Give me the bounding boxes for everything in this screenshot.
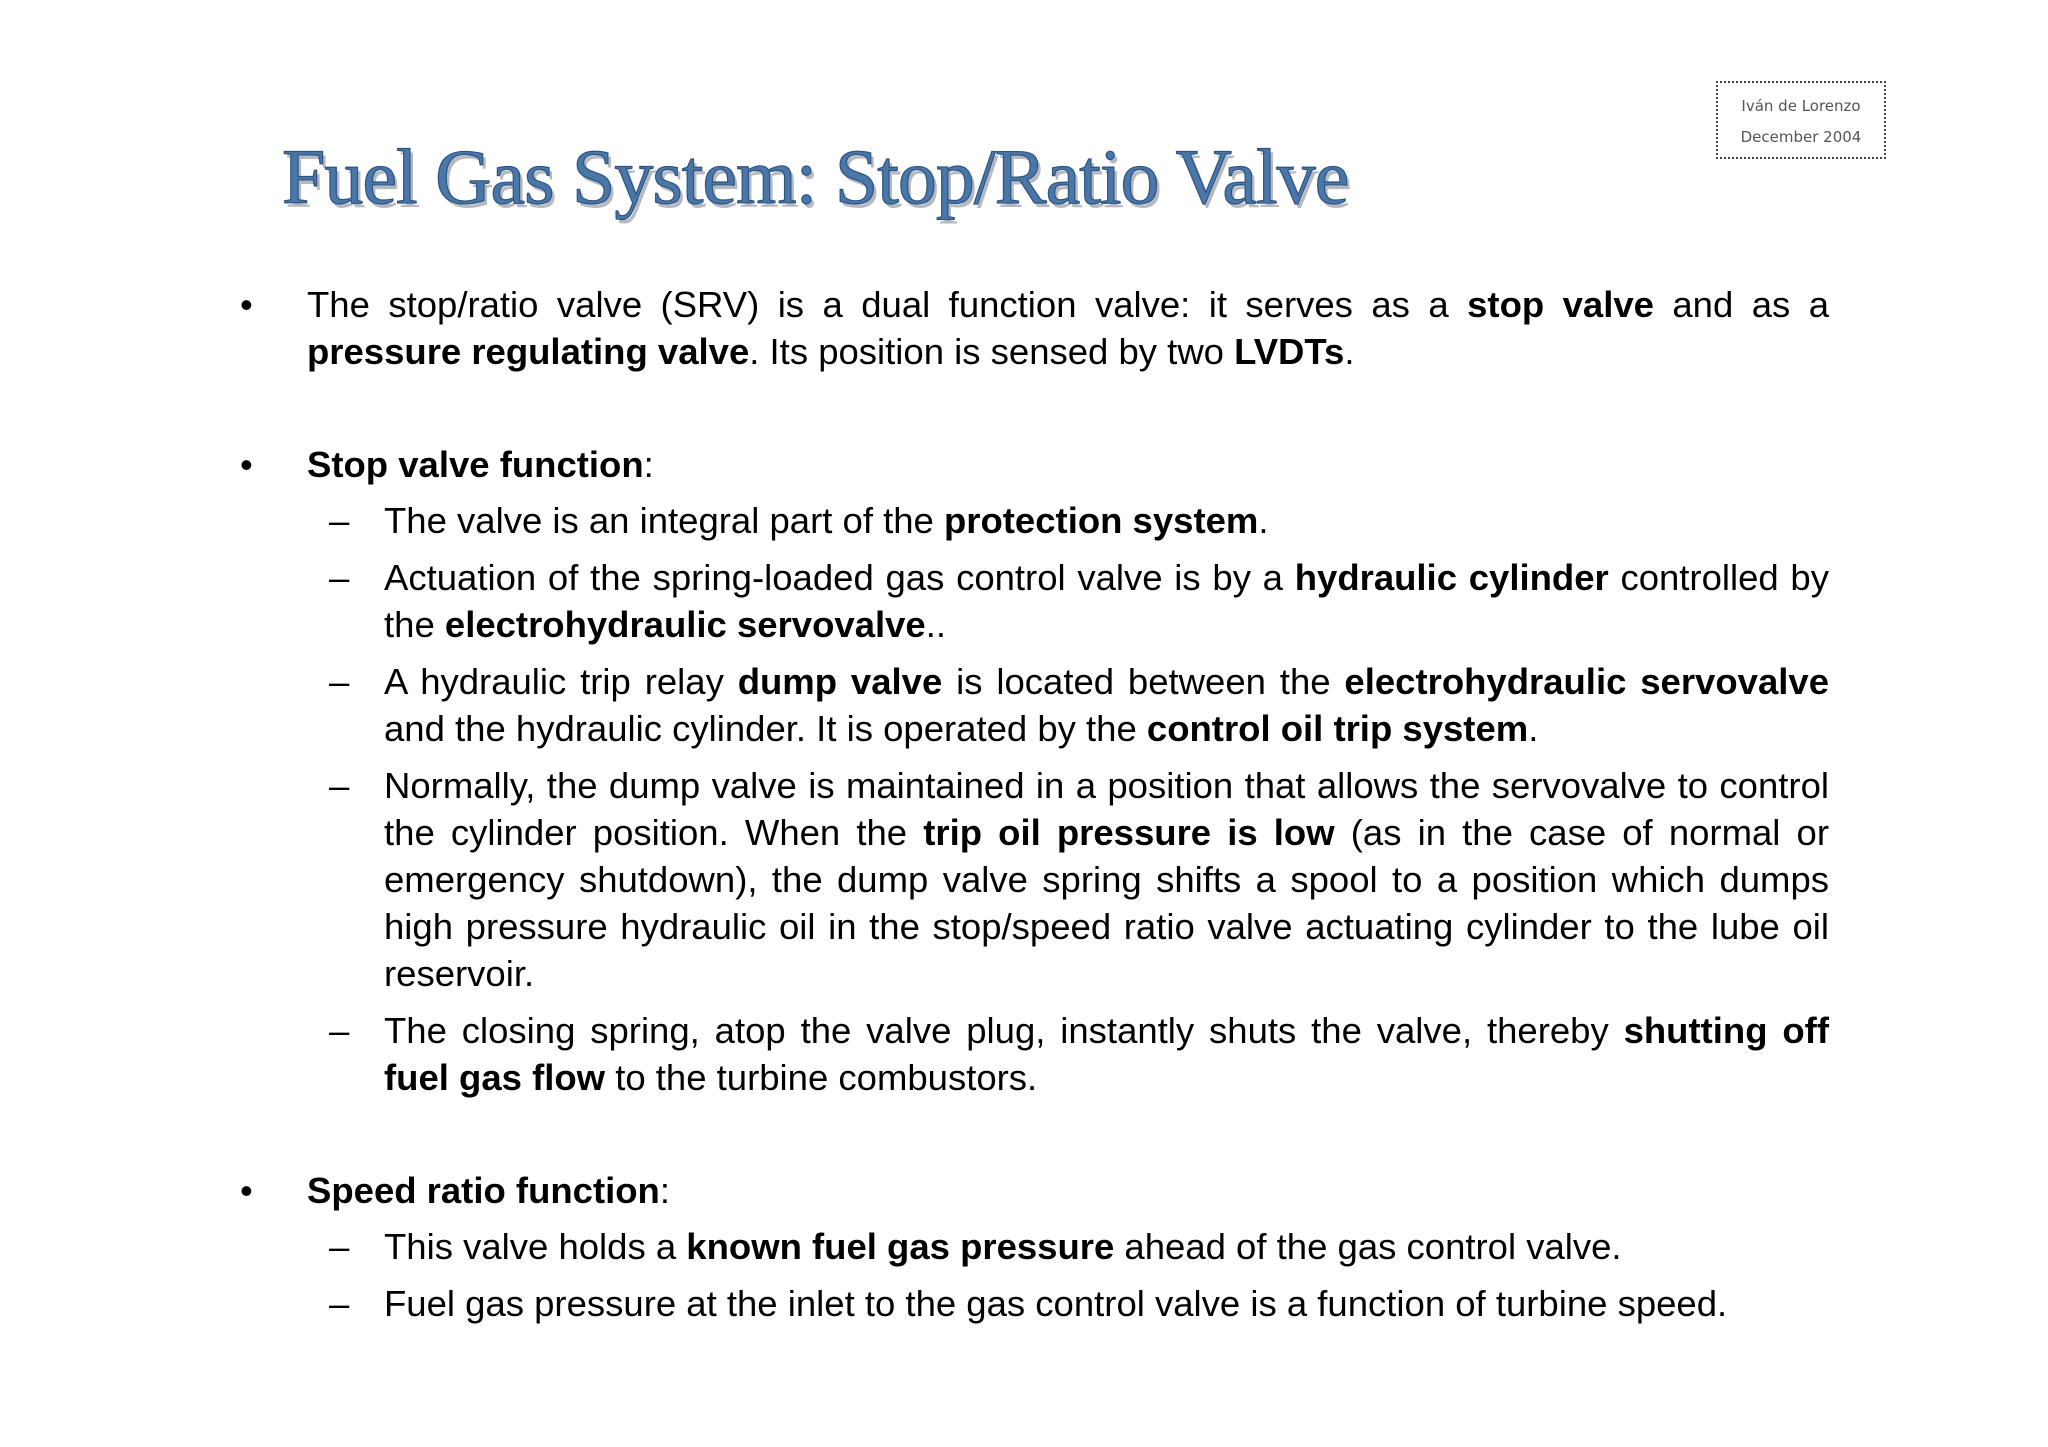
bold-text: Stop valve function [307, 444, 644, 485]
bold-text: dump valve [737, 661, 943, 702]
text-span: to the turbine combustors. [605, 1057, 1038, 1098]
bullet-item [240, 281, 1829, 375]
text-span: . [1344, 331, 1355, 372]
text-span: The stop/ratio valve (SRV) is a dual function valve: it serves as a [307, 284, 1468, 325]
text-span: : [643, 444, 654, 485]
text-span: (as in the case of normal or emergency shutdown), the dump valve spring shifts a spool to a position which dumps high pressure hydraulic oil in the stop/speed ratio valve actuating cylinder to the lube oil reservoir. [384, 812, 1829, 994]
author-stamp [1716, 81, 1886, 159]
text-span: and as a [1653, 284, 1830, 325]
text-span: controlled by the [384, 557, 1829, 645]
text-span: ahead of the gas control valve. [1114, 1226, 1622, 1267]
bold-text: electrohydraulic servovalve [444, 604, 926, 645]
sub-item [240, 554, 1829, 648]
sub-item [240, 1280, 1829, 1327]
text-span: . Its position is sensed by two [749, 331, 1235, 372]
text-span: . [1258, 500, 1269, 541]
bullet-item [240, 441, 1829, 1101]
bold-text: pressure regulating valve [307, 331, 750, 372]
dash-marker: – [329, 1283, 350, 1324]
bold-text: control oil trip system [1146, 708, 1529, 749]
dash-marker: – [329, 557, 350, 598]
bold-text: stop valve [1467, 284, 1654, 325]
text-span: The closing spring, atop the valve plug, instantly shuts the valve, thereby [384, 1010, 1624, 1051]
stamp-author: Iván de Lorenzo [1741, 97, 1861, 115]
text-span: This valve holds a [384, 1226, 687, 1267]
text-span: Fuel gas pressure at the inlet to the gas control valve is a function of turbine speed. [384, 1283, 1728, 1324]
slide-body [240, 281, 1829, 1327]
text-span: .. [925, 604, 947, 645]
text-span: : [659, 1170, 671, 1211]
bullet-text [307, 1167, 1829, 1214]
text-span: A hydraulic trip relay [384, 661, 738, 702]
bold-text: hydraulic cylinder [1294, 557, 1609, 598]
sub-item [240, 762, 1829, 997]
text-span: and the hydraulic cylinder. It is operated by the [384, 708, 1147, 749]
dash-marker: – [329, 1226, 350, 1267]
sub-item [240, 1007, 1829, 1101]
text-span: . [1528, 708, 1539, 749]
dash-marker: – [329, 765, 350, 806]
sub-item [240, 658, 1829, 752]
stamp-date: December 2004 [1740, 128, 1862, 146]
bold-text: electrohydraulic servovalve [1344, 661, 1829, 702]
bullet-text [307, 281, 1829, 375]
bullet-item [240, 1167, 1829, 1327]
sub-item [240, 1223, 1829, 1270]
bold-text: LVDTs [1234, 331, 1345, 372]
dash-marker: – [329, 661, 350, 702]
dash-marker: – [329, 1010, 350, 1051]
bullet-text [307, 441, 1829, 488]
bold-text: protection system [943, 500, 1259, 541]
bullet-marker: • [240, 444, 253, 485]
text-span: The valve is an integral part of the [384, 500, 944, 541]
sub-list [307, 497, 1829, 1101]
text-span: is located between the [942, 661, 1345, 702]
bold-text: known fuel gas pressure [686, 1226, 1115, 1267]
bold-text: trip oil pressure is low [923, 812, 1335, 853]
sub-item [240, 497, 1829, 544]
sub-list [307, 1223, 1829, 1327]
bold-text: shutting off fuel gas flow [384, 1010, 1829, 1098]
dash-marker: – [329, 500, 350, 541]
bullet-marker: • [240, 1170, 253, 1211]
text-span: Actuation of the spring-loaded gas control valve is by a [384, 557, 1295, 598]
bold-text: Speed ratio function [307, 1170, 660, 1211]
bullet-marker: • [240, 284, 253, 325]
slide-title: Fuel Gas System: Stop/Ratio Valve [282, 133, 1349, 220]
text-span: Normally, the dump valve is maintained in a position that allows the servovalve to control the cylinder position. When the [384, 765, 1829, 853]
